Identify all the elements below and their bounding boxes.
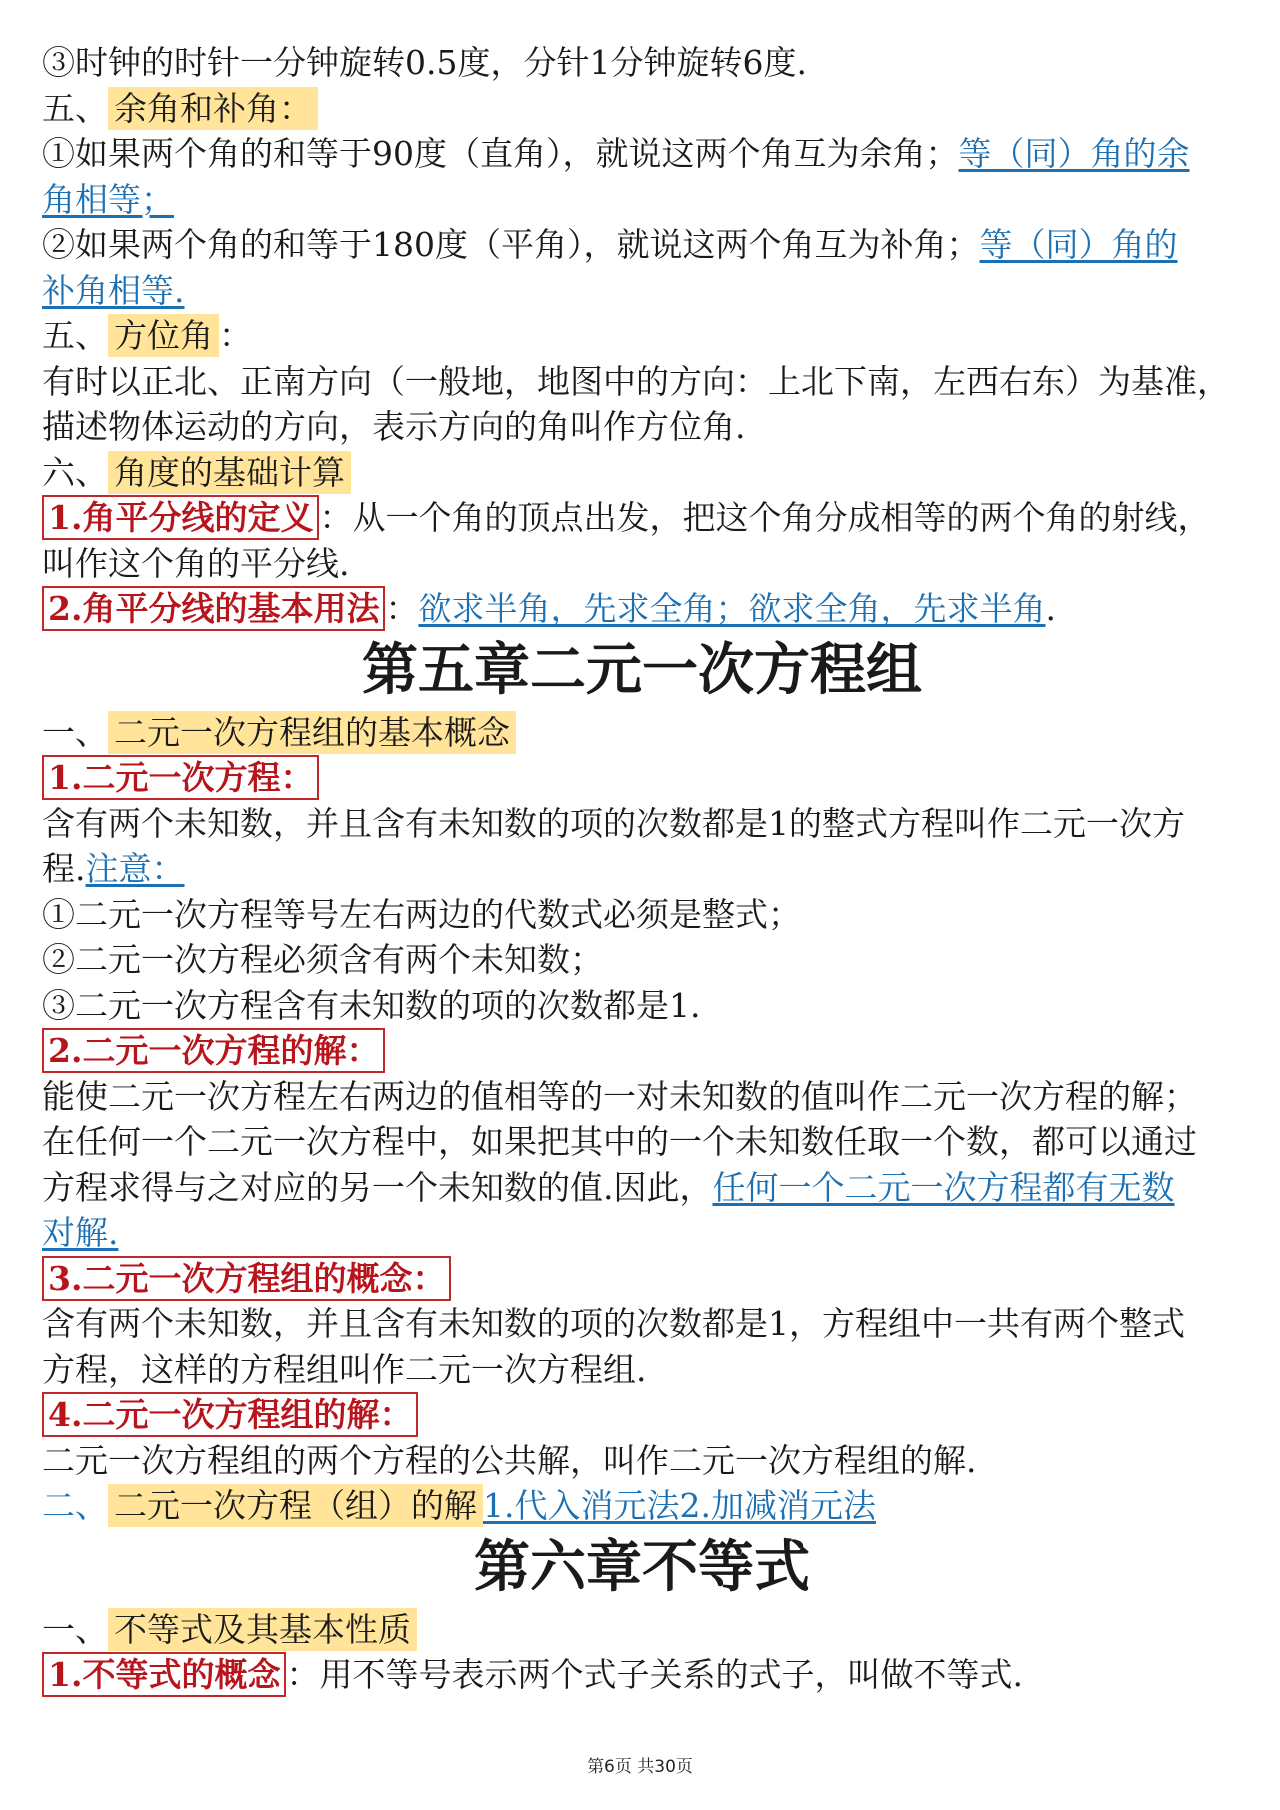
- boxed-term: 2.二元一次方程的解：: [42, 1028, 385, 1073]
- section-title-highlight: 余角和补角：: [108, 87, 318, 130]
- section-title-highlight: 角度的基础计算: [108, 451, 351, 494]
- chapter-title: 第五章二元一次方程组: [362, 637, 922, 703]
- text-line: [42, 801, 1242, 847]
- section-number: 六、: [42, 452, 108, 492]
- text-line: [42, 268, 1242, 314]
- page-content: [42, 40, 1242, 1698]
- section-heading: [42, 1607, 1242, 1653]
- text: ③二元一次方程含有未知数的项的次数都是1.: [42, 985, 701, 1025]
- boxed-term: 2.角平分线的基本用法: [42, 586, 385, 631]
- text: 含有两个未知数，并且含有未知数的项的次数都是1，方程组中一共有两个整式: [42, 1304, 1185, 1343]
- boxed-term: 1.角平分线的定义: [42, 495, 319, 540]
- text-line: [42, 1119, 1242, 1165]
- boxed-term: 3.二元一次方程组的概念：: [42, 1256, 451, 1301]
- text-line: [42, 1438, 1242, 1484]
- text: 描述物体运动的方向，表示方向的角叫作方位角.: [42, 407, 746, 446]
- emphasis-link-text: 注意：: [85, 849, 185, 888]
- text-line: [42, 222, 1242, 268]
- chapter-title: 第六章不等式: [474, 1534, 810, 1600]
- page-footer: 第6页 共30页: [587, 1757, 693, 1777]
- text-line: [42, 1074, 1242, 1120]
- emphasis-link-text: 补角相等.: [42, 270, 185, 310]
- text: ③时钟的时针一分钟旋转0.5度，分针1分钟旋转6度.: [42, 43, 807, 82]
- emphasis-link-text: 欲求半角，先求全角；欲求全角，先求半角: [418, 589, 1046, 628]
- text-line: [42, 404, 1242, 450]
- text-line: [42, 1256, 1242, 1302]
- section-heading: [42, 86, 1242, 132]
- text-line: [42, 495, 1242, 541]
- text-line: [42, 1652, 1242, 1698]
- text: ②二元一次方程必须含有两个未知数；: [42, 940, 603, 979]
- section-title-highlight: 二元一次方程（组）的解: [108, 1484, 483, 1527]
- text-line: [42, 586, 1242, 632]
- text-line: [42, 541, 1242, 587]
- text: .: [1045, 589, 1056, 628]
- text-line: [42, 937, 1242, 983]
- section-heading: [42, 313, 1242, 359]
- text-line: [42, 1210, 1242, 1256]
- emphasis-link-text: 角相等；: [42, 179, 174, 219]
- section-title-highlight: 不等式及其基本性质: [108, 1608, 417, 1651]
- section-heading: [42, 450, 1242, 496]
- text: 程.: [42, 849, 86, 888]
- text: ：: [219, 316, 252, 355]
- text-line: [42, 177, 1242, 223]
- section-title-highlight: 方位角: [108, 314, 219, 357]
- text: ②如果两个角的和等于180度（平角），就说这两个角互为补角；: [42, 225, 980, 264]
- section-title-highlight: 二元一次方程组的基本概念: [108, 711, 516, 754]
- text: ：用不等号表示两个式子关系的式子，叫做不等式.: [286, 1655, 1023, 1694]
- text-line: [42, 1301, 1242, 1347]
- text-line: [42, 131, 1242, 177]
- text-line: [42, 846, 1242, 892]
- text: 含有两个未知数，并且含有未知数的项的次数都是1的整式方程叫作二元一次方: [42, 803, 1185, 843]
- text: ①如果两个角的和等于90度（直角），就说这两个角互为余角；: [42, 134, 959, 173]
- text: ①二元一次方程等号左右两边的代数式必须是整式；: [42, 894, 801, 934]
- emphasis-link-text: 等（同）角的: [979, 225, 1178, 264]
- boxed-term: 1.不等式的概念: [42, 1652, 286, 1697]
- text-line: [42, 755, 1242, 801]
- boxed-term: 1.二元一次方程：: [42, 755, 319, 800]
- text-line: [42, 983, 1242, 1029]
- text: ：从一个角的顶点出发，把这个角分成相等的两个角的射线，: [319, 498, 1211, 537]
- text: 方程，这样的方程组叫作二元一次方程组.: [42, 1349, 647, 1389]
- text-line: [42, 1165, 1242, 1211]
- section-number: 五、: [42, 88, 108, 128]
- section-heading: [42, 710, 1242, 756]
- emphasis-link-text: 1.代入消元法2.加减消元法: [483, 1486, 876, 1525]
- text: 方程求得与之对应的另一个未知数的值.因此，: [42, 1167, 713, 1207]
- emphasis-link-text: 对解.: [42, 1213, 119, 1252]
- text: 二元一次方程组的两个方程的公共解，叫作二元一次方程组的解.: [42, 1440, 977, 1480]
- text: 能使二元一次方程左右两边的值相等的一对未知数的值叫作二元一次方程的解；: [42, 1076, 1197, 1116]
- text-line: [42, 1392, 1242, 1438]
- text-line: [42, 1028, 1242, 1074]
- emphasis-link-text: 任何一个二元一次方程都有无数: [712, 1167, 1175, 1207]
- boxed-term: 4.二元一次方程组的解：: [42, 1392, 418, 1437]
- text: ：: [385, 589, 419, 628]
- text: 在任何一个二元一次方程中，如果把其中的一个未知数任取一个数，都可以通过: [42, 1122, 1197, 1161]
- text: 叫作这个角的平分线.: [42, 543, 350, 583]
- section-number: 五、: [42, 316, 108, 355]
- text-line: [42, 892, 1242, 938]
- section-number: 一、: [42, 712, 108, 752]
- emphasis-link-text: 等（同）角的余: [958, 134, 1190, 173]
- section-number: 一、: [42, 1609, 108, 1649]
- section-number: 二、: [42, 1486, 108, 1525]
- text: 有时以正北、正南方向（一般地，地图中的方向：上北下南，左西右东）为基准，: [42, 361, 1230, 401]
- text-line: [42, 359, 1242, 405]
- section-heading: [42, 1483, 1242, 1529]
- text-line: [42, 40, 1242, 86]
- text-line: [42, 1347, 1242, 1393]
